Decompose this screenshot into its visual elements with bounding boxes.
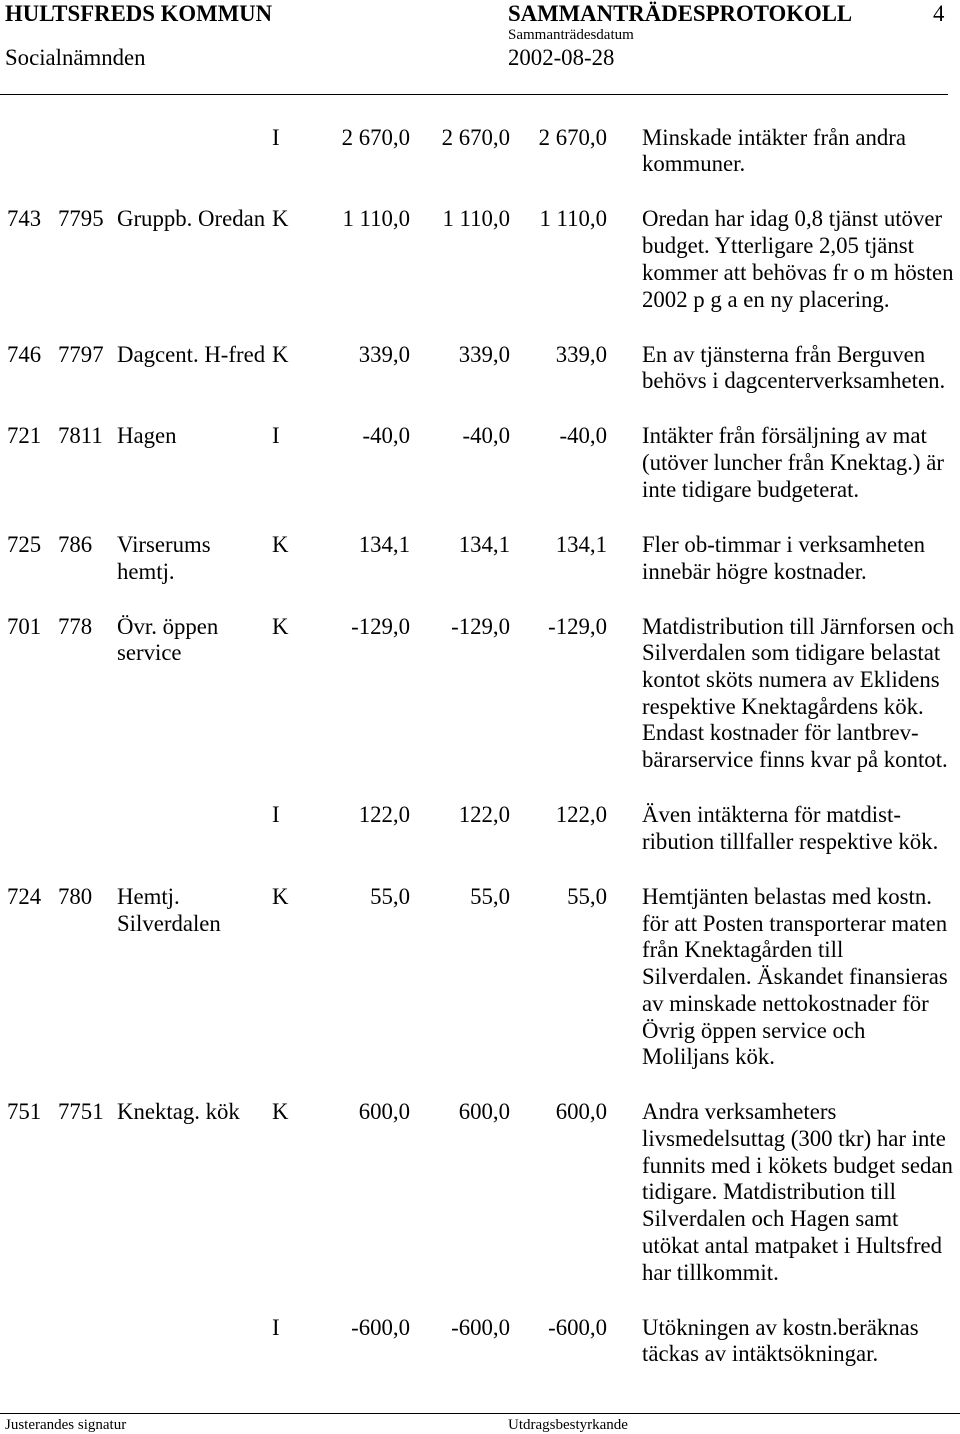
activity-name (117, 1099, 240, 1126)
description-line: täckas av intäktsökningar. (642, 1341, 879, 1367)
header-rule (0, 94, 948, 95)
amount-column-2: 600,0 (458, 1099, 510, 1125)
cost-income-type: K (272, 613, 289, 639)
budget-row (0, 884, 960, 1071)
description-line: Endast kostnader för lantbrev- (642, 720, 919, 746)
unit-code: 751 (7, 1099, 42, 1125)
description-line: Matdistribution till Järnforsen och (642, 613, 955, 639)
activity-name-line: Övr. öppen (117, 613, 219, 639)
cost-income-type: I (272, 802, 280, 828)
cost-income-type: K (272, 341, 289, 367)
cost-income-type: I (272, 1314, 280, 1340)
activity-name (117, 884, 221, 937)
budget-row (0, 532, 960, 585)
committee-name: Socialnämnden (5, 44, 146, 70)
description-line: (utöver luncher från Knektag.) är (642, 450, 944, 476)
amount-column-1: 122,0 (358, 802, 410, 828)
activity-name-line: Knektag. kök (117, 1099, 240, 1125)
cost-income-type: K (272, 884, 289, 910)
description (642, 614, 954, 774)
description (642, 206, 954, 313)
description-line: Intäkter från försäljning av mat (642, 423, 927, 449)
description-line: En av tjänsterna från Berguven (642, 341, 926, 367)
unit-code: 746 (7, 341, 42, 367)
description-line: Hemtjänten belastas med kostn. (642, 884, 932, 910)
amount-column-3: -600,0 (548, 1314, 607, 1340)
budget-row (0, 342, 960, 395)
description (642, 802, 938, 855)
activity-name-line: Virserums (117, 531, 211, 557)
amount-column-2: -40,0 (462, 423, 510, 449)
amount-column-1: 134,1 (358, 531, 410, 557)
cost-income-type: K (272, 1099, 289, 1125)
amount-column-1: 1 110,0 (342, 206, 410, 232)
amount-column-2: -129,0 (451, 613, 510, 639)
description-line: ribution tillfaller respektive kök. (642, 828, 939, 854)
municipality-name: HULTSFREDS KOMMUN (5, 1, 273, 26)
cost-income-type: K (272, 206, 289, 232)
description-line: Även intäkterna för matdist- (642, 802, 901, 828)
description-line: från Knektagården till (642, 937, 844, 963)
account-code: 7811 (58, 423, 103, 449)
amount-column-1: -40,0 (362, 423, 410, 449)
description-line: inte tidigare budgeterat. (642, 476, 860, 502)
description (642, 1099, 953, 1286)
activity-name-line: Hemtj. (117, 884, 180, 910)
activity-name-line: service (117, 640, 182, 666)
amount-column-2: 122,0 (458, 802, 510, 828)
description (642, 125, 906, 178)
description-line: av minskade nettokostnader för (642, 990, 929, 1016)
amount-column-1: -129,0 (351, 613, 410, 639)
cost-income-type: K (272, 531, 289, 557)
description-line: Oredan har idag 0,8 tjänst utöver (642, 206, 943, 232)
amount-column-3: 1 110,0 (539, 206, 607, 232)
cost-income-type: I (272, 423, 280, 449)
description-line: livsmedelsuttag (300 tkr) har inte (642, 1126, 946, 1151)
description-line: Utökningen av kostn.beräknas (642, 1314, 919, 1340)
amount-column-2: 55,0 (470, 884, 510, 910)
description-line: Silverdalen. Äskandet finansieras (642, 964, 948, 990)
description-line: respektive Knektagårdens kök. (642, 693, 924, 719)
budget-row (0, 802, 960, 855)
description-line: Silverdalen som tidigare belastat (642, 640, 941, 666)
amount-column-2: 134,1 (458, 531, 510, 557)
account-code: 780 (58, 884, 93, 910)
description-line: kommer att behövas fr o m hösten (642, 259, 954, 285)
unit-code: 725 (7, 531, 42, 557)
description-line: kommuner. (642, 151, 746, 177)
activity-name-line: Dagcent. H-fred (117, 341, 266, 367)
description-line: 2002 p g a en ny placering. (642, 286, 890, 312)
amount-column-1: 2 670,0 (341, 124, 410, 150)
unit-code: 724 (7, 884, 42, 910)
account-code: 7751 (58, 1099, 104, 1125)
account-code: 786 (58, 531, 93, 557)
unit-code: 743 (7, 206, 42, 232)
activity-name-line: Gruppb. Oredan (117, 206, 266, 232)
description-line: Andra verksamheters (642, 1099, 837, 1125)
description-line: behövs i dagcenterverksamheten. (642, 368, 946, 394)
budget-row (0, 423, 960, 503)
unit-code: 701 (7, 613, 42, 639)
description-line: Fler ob-timmar i verksamheten (642, 531, 925, 557)
description-line: funnits med i kökets budget sedan (642, 1152, 953, 1178)
amount-column-1: 339,0 (358, 341, 410, 367)
cost-income-type: I (272, 124, 280, 150)
amount-column-1: -600,0 (351, 1314, 410, 1340)
activity-name (117, 614, 218, 667)
amount-column-2: -600,0 (451, 1314, 510, 1340)
amount-column-2: 2 670,0 (441, 124, 510, 150)
activity-name (117, 532, 211, 585)
description (642, 423, 944, 503)
description (642, 884, 948, 1071)
amount-column-3: 134,1 (555, 531, 607, 557)
account-code: 7795 (58, 206, 104, 232)
amount-column-3: 339,0 (555, 341, 607, 367)
activity-name (117, 423, 177, 450)
activity-name-line: Silverdalen (117, 910, 221, 936)
description-line: Övrig öppen service och (642, 1017, 866, 1043)
certification-label: Utdragsbestyrkande (508, 1417, 628, 1433)
description-line: tidigare. Matdistribution till (642, 1179, 896, 1205)
meeting-date-label: Sammanträdesdatum (508, 27, 634, 43)
description-line: utökat antal matpaket i Hultsfred (642, 1232, 943, 1258)
budget-table (0, 125, 960, 1397)
amount-column-1: 600,0 (358, 1099, 410, 1125)
meeting-date: 2002-08-28 (508, 44, 615, 70)
description-line: Silverdalen och Hagen samt (642, 1206, 899, 1232)
description-line: för att Posten transporterar maten (642, 910, 948, 936)
budget-row (0, 1099, 960, 1286)
description-line: budget. Ytterligare 2,05 tjänst (642, 233, 915, 259)
description (642, 342, 945, 395)
activity-name-line: Hagen (117, 423, 177, 449)
activity-name (117, 206, 265, 233)
description-line: innebär högre kostnader. (642, 558, 867, 584)
amount-column-3: 2 670,0 (538, 124, 607, 150)
amount-column-3: -40,0 (559, 423, 607, 449)
amount-column-3: 55,0 (567, 884, 607, 910)
budget-row (0, 206, 960, 313)
amount-column-2: 339,0 (458, 341, 510, 367)
account-code: 7797 (58, 341, 104, 367)
signature-label: Justerandes signatur (5, 1417, 127, 1433)
activity-name (117, 342, 265, 369)
description (642, 1315, 919, 1368)
page-number: 4 (933, 1, 945, 26)
description-line: Moliljans kök. (642, 1044, 775, 1070)
activity-name-line: hemtj. (117, 558, 175, 584)
unit-code: 721 (7, 423, 42, 449)
amount-column-3: 600,0 (555, 1099, 607, 1125)
amount-column-3: -129,0 (548, 613, 607, 639)
account-code: 778 (58, 613, 93, 639)
description-line: kontot sköts numera av Eklidens (642, 667, 940, 693)
budget-row (0, 1315, 960, 1368)
budget-row (0, 614, 960, 774)
description-line: har tillkommit. (642, 1259, 779, 1285)
amount-column-2: 1 110,0 (442, 206, 510, 232)
description-line: bärarservice finns kvar på kontot. (642, 747, 948, 773)
amount-column-3: 122,0 (555, 802, 607, 828)
description (642, 532, 925, 585)
budget-row (0, 125, 960, 178)
amount-column-1: 55,0 (370, 884, 410, 910)
description-line: Minskade intäkter från andra (642, 124, 906, 150)
document-type: SAMMANTRÄDESPROTOKOLL (508, 1, 853, 26)
footer-rule (0, 1413, 960, 1414)
